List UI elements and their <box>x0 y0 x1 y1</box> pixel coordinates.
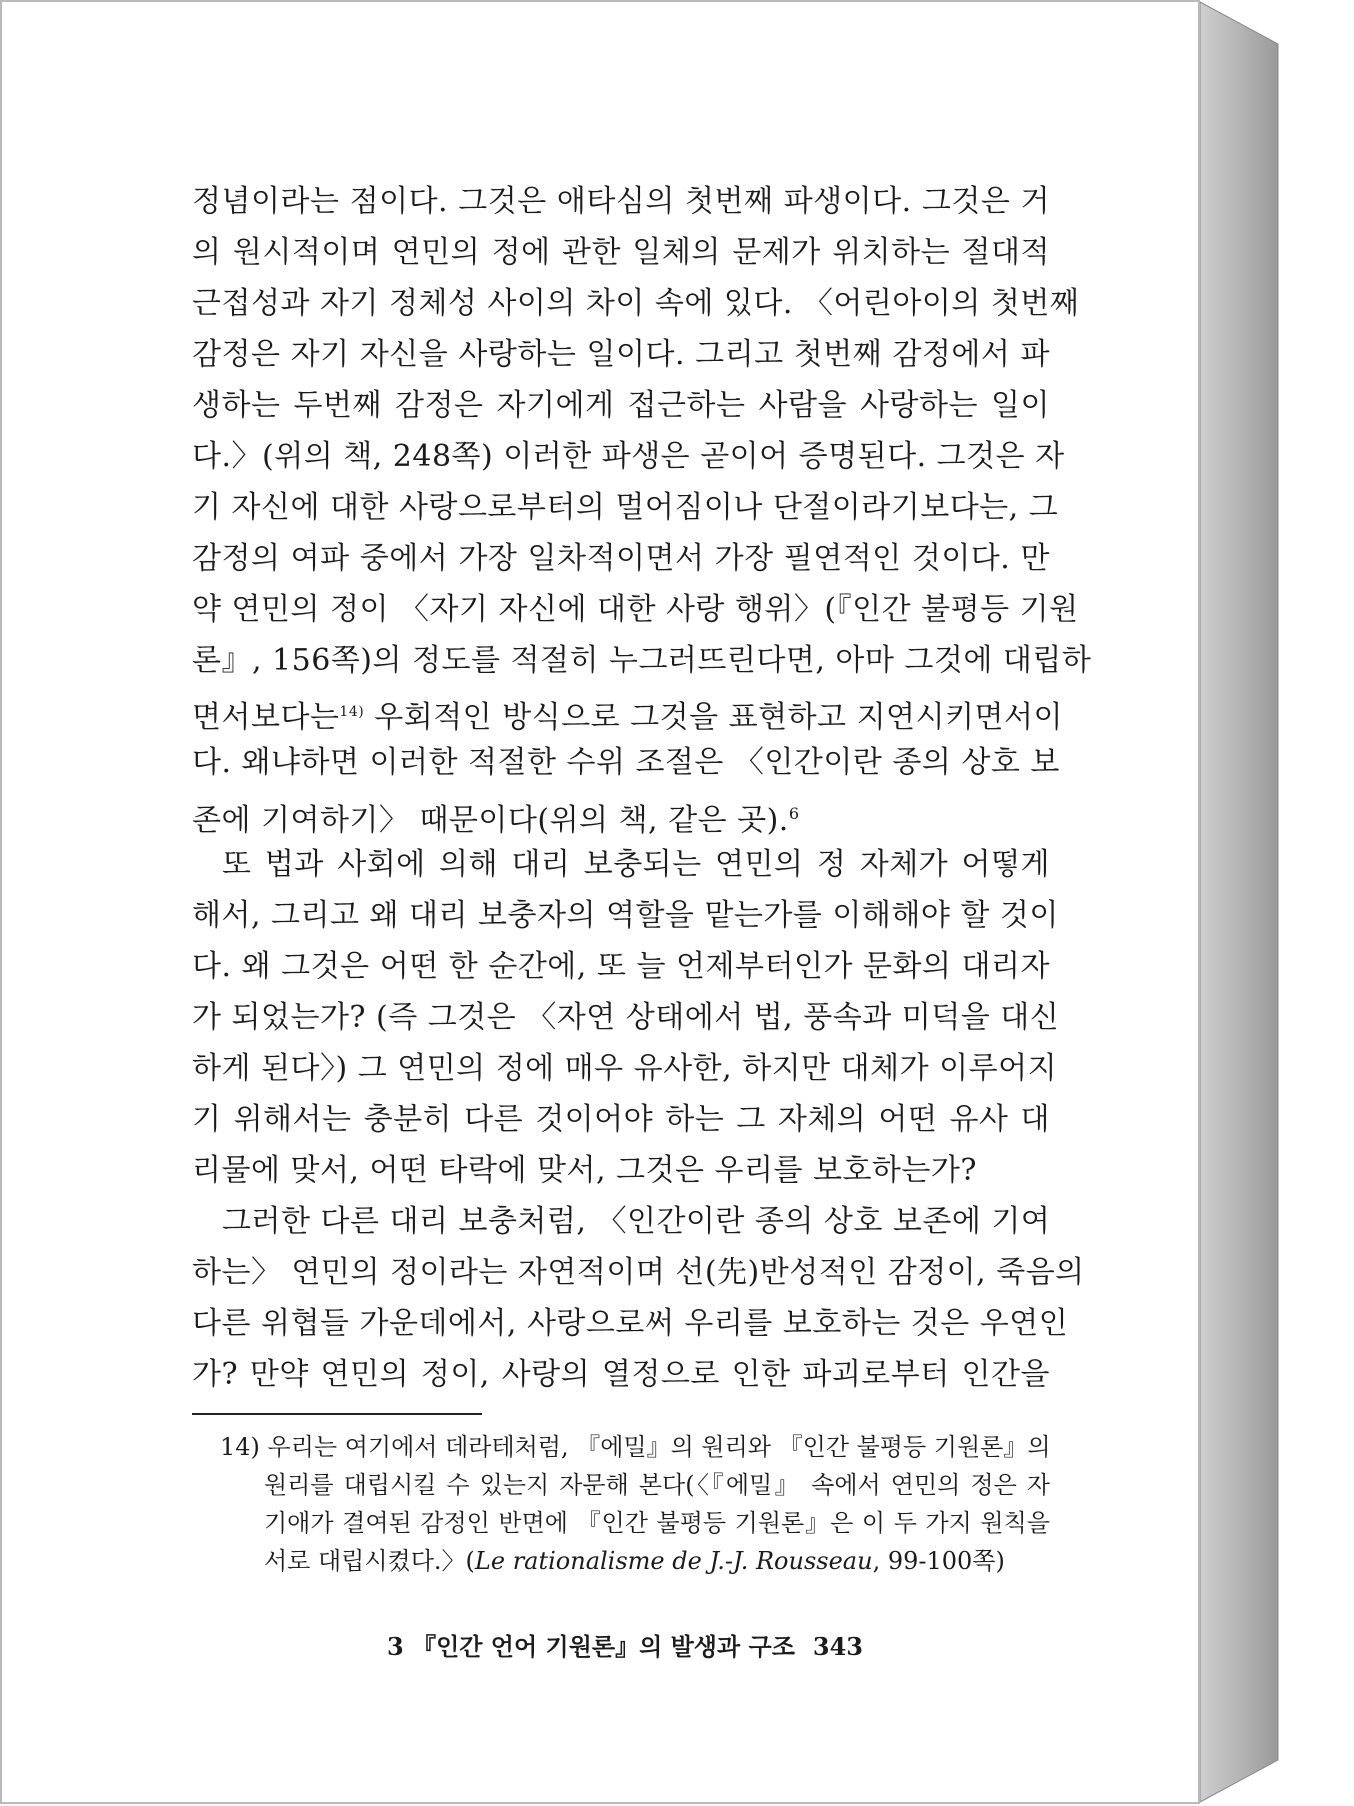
body-line: 또 법과 사회에 의해 대리 보충되는 연민의 정 자체가 어떻게 <box>222 847 1050 882</box>
body-line: 리물에 맞서, 어떤 타락에 맞서, 그것은 우리를 보호하는가? <box>192 1153 977 1188</box>
footnote-line: 14) 우리는 여기에서 데라테처럼, 『에밀』의 원리와 『인간 불평등 기원론』의 <box>220 1433 1051 1461</box>
book-thickness-edge <box>1200 0 1280 1804</box>
body-line-with-endnote-ref <box>192 794 1050 838</box>
footnote-ref: 14) <box>339 704 365 720</box>
body-line-rest: 우회적인 방식으로 그것을 표현하고 지연시키면서이 <box>364 700 1063 735</box>
body-line: 기 자신에 대한 사랑으로부터의 멀어짐이나 단절이라기보다는, 그 <box>192 490 1059 525</box>
body-line-start: 존에 기여하기〉 때문이다(위의 책, 같은 곳). <box>192 803 789 838</box>
footnote-line: 원리를 대립시킬 수 있는지 자문해 본다(〈『에밀』 속에서 연민의 정은 자 <box>264 1471 1050 1499</box>
body-line-start: 면서보다는 <box>192 700 340 735</box>
body-line: 기 위해서는 충분히 다른 것이어야 하는 그 자체의 어떤 유사 대 <box>192 1102 1050 1137</box>
body-line: 정념이라는 점이다. 그것은 애타심의 첫번째 파생이다. 그것은 거 <box>192 184 1050 219</box>
body-line: 해서, 그리고 왜 대리 보충자의 역할을 맡는가를 이해해야 할 것이 <box>192 898 1059 933</box>
body-line: 하는〉 연민의 정이라는 자연적이며 선(先)반성적인 감정이, 죽음의 <box>192 1255 1085 1290</box>
chapter-title: 3 『인간 언어 기원론』의 발생과 구조 <box>387 1632 795 1661</box>
body-line: 그러한 다른 대리 보충처럼, 〈인간이란 종의 상호 보존에 기여 <box>222 1204 1051 1239</box>
body-line: 감정은 자기 자신을 사랑하는 일이다. 그리고 첫번째 감정에서 파 <box>192 337 1050 372</box>
page-number: 343 <box>812 1632 863 1661</box>
footnote-text: 서로 대립시켰다.〉( <box>264 1547 475 1575</box>
body-line-with-footnote-ref <box>192 692 1063 735</box>
body-line: 다른 위협들 가운데에서, 사랑으로써 우리를 보호하는 것은 우연인 <box>192 1306 1069 1341</box>
footnote-book-title: Le rationalisme de J.-J. Rousseau <box>474 1547 873 1575</box>
footnote-text: , 99-100쪽) <box>872 1547 1005 1575</box>
footnote-line: 기애가 결여된 감정인 반면에 『인간 불평등 기원론』은 이 두 가지 원칙을 <box>264 1509 1050 1537</box>
body-line: 감정의 여파 중에서 가장 일차적이면서 가장 필연적인 것이다. 만 <box>192 541 1050 576</box>
body-line: 생하는 두번째 감정은 자기에게 접근하는 사람을 사랑하는 일이 <box>192 388 1050 423</box>
body-line: 론』, 156쪽)의 정도를 적절히 누그러뜨린다면, 아마 그것에 대립하 <box>192 643 1092 678</box>
footnote-line <box>264 1545 1050 1579</box>
body-line: 가? 만약 연민의 정이, 사랑의 열정으로 인한 파괴로부터 인간을 <box>192 1357 1050 1392</box>
body-line: 가 되었는가? (즉 그것은 〈자연 상태에서 법, 풍속과 미덕을 대신 <box>192 1000 1060 1035</box>
body-line: 약 연민의 정이 〈자기 자신에 대한 사랑 행위〉(『인간 불평등 기원 <box>192 592 1079 627</box>
body-line: 다. 왜 그것은 어떤 한 순간에, 또 늘 언제부터인가 문화의 대리자 <box>192 949 1050 984</box>
body-line: 다. 왜냐하면 이러한 적절한 수위 조절은 〈인간이란 종의 상호 보 <box>192 745 1060 780</box>
body-line: 하게 된다〉) 그 연민의 정에 매우 유사한, 하지만 대체가 이루어지 <box>192 1051 1058 1086</box>
body-line: 다.〉(위의 책, 248쪽) 이러한 파생은 곧이어 증명된다. 그것은 자 <box>192 439 1065 474</box>
body-line: 근접성과 자기 정체성 사이의 차이 속에 있다. 〈어린아이의 첫번째 <box>192 286 1080 321</box>
running-footer <box>387 1627 863 1662</box>
footnote-divider <box>192 1413 482 1415</box>
endnote-ref: 6 <box>788 804 800 823</box>
body-line: 의 원시적이며 연민의 정에 관한 일체의 문제가 위치하는 절대적 <box>192 235 1050 270</box>
